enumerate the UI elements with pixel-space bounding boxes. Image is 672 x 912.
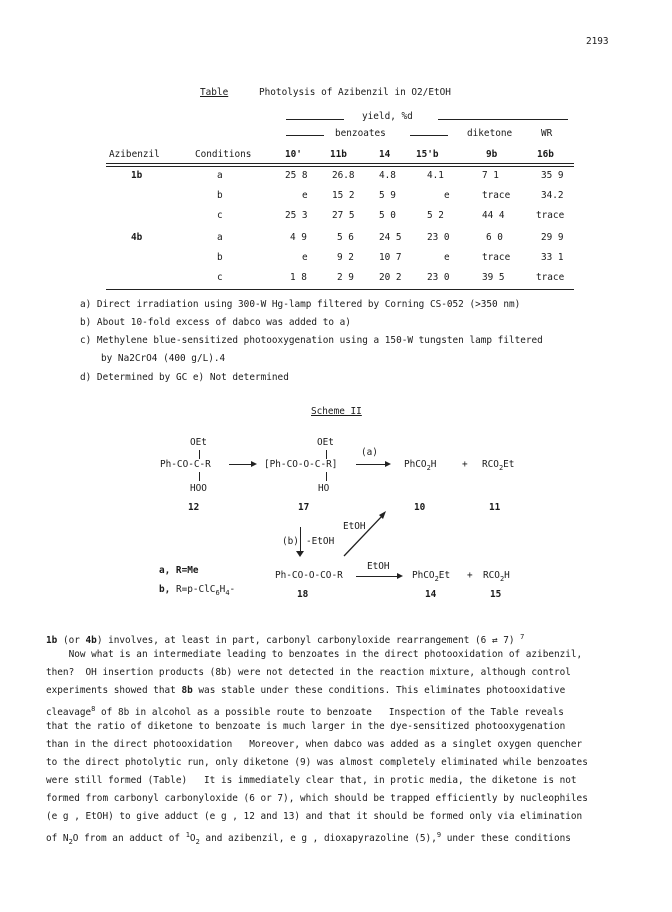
etoh-arrow-label: EtOH (367, 561, 390, 572)
row-3-v10: 25 3 (285, 210, 308, 221)
product-11: $RCO_2Et$ (482, 459, 515, 472)
plus-1: + (462, 459, 468, 470)
col-header-11b: 11b (330, 149, 347, 160)
step-a-label: (a) (361, 447, 378, 458)
row-5-v11: 9 2 (337, 252, 354, 263)
row-6-condition: c (217, 272, 223, 283)
row-2-v11: 15 2 (332, 190, 355, 201)
benzoates-right-rule (410, 135, 448, 136)
body-line-1: 1b (or 4b) involves, at least in part, carbonyl carbonyloxide rearrangement (6 ⇄ 7) $^7$ (46, 633, 525, 647)
body-line-8: to the direct photolytic run, only diketone (9) was almost completely eliminated while benzoates (46, 757, 588, 768)
product-10: PhCO$_2$H (404, 459, 437, 472)
row-3-v14: 5 0 (379, 210, 396, 221)
arrow-18-10-diagonal (342, 508, 390, 558)
body-line-7: than in the direct photooxidation Moreover, when dabco was added as a singlet oxygen quencher (46, 739, 583, 750)
footnote-c-cont: by Na2CrO4 (400 g/L).4 (101, 353, 226, 364)
footnote-de: d) Determined by GC e) Not determined (80, 372, 289, 383)
row-2-v9: trace (482, 190, 511, 201)
row-4-v10: 4 9 (290, 232, 307, 243)
row-5-v14: 10 7 (379, 252, 402, 263)
page-number: 2193 (586, 36, 609, 47)
body-line-4: experiments showed that 8b was stable under these conditions. This eliminates photooxidative (46, 685, 566, 696)
row-2-condition: b (217, 190, 223, 201)
body-line-2: Now what is an intermediate leading to benzoates in the direct photooxidation of azibenzil, (46, 649, 583, 660)
row-1-v15: 4.1 (427, 170, 444, 181)
c18-number: 18 (297, 589, 309, 600)
body-line-10: formed from carbonyl carbonyloxide (6 or 7), which should be trapped efficiently by nucleophiles (46, 793, 588, 804)
c18-formula: Ph-CO-O-CO-R (275, 570, 343, 581)
legend-b: b, $R=p-ClC_6H_4-$ (159, 584, 236, 597)
row-5-v15: e (444, 252, 450, 263)
row-4-v11: 5 6 (337, 232, 354, 243)
yield-right-rule (438, 119, 568, 120)
footnote-a: a) Direct irradiation using 300-W Hg-lamp filtered by Corning CS-052 (>350 nm) (80, 299, 521, 310)
row-3-v11: 27 5 (332, 210, 355, 221)
yield-label: yield, %d (362, 111, 413, 122)
yield-left-rule (286, 119, 344, 120)
arrow-17-18 (300, 527, 301, 553)
row-6-v9: 39 5 (482, 272, 505, 283)
c12-top: OEt (190, 437, 207, 448)
table-label: Table (200, 87, 229, 98)
row-4-v16: 29 9 (541, 232, 564, 243)
c17-bond-bottom (326, 472, 327, 481)
table-title: Photolysis of Azibenzil in O2/EtOH (259, 87, 451, 98)
c17-number: 17 (298, 502, 310, 513)
body-line-3: then? OH insertion products (8b) were not detected in the reaction mixture, although control (46, 667, 571, 678)
body-line-5: cleavage$^8$ of 8b in alcohol as a possible route to benzoate Inspection of the Table reveals (46, 705, 564, 719)
legend-a (159, 565, 199, 576)
arrow-12-17-head (251, 461, 257, 467)
row-2-v16: 34.2 (541, 190, 564, 201)
body-line-11: (e g , EtOH) to give adduct (e g , 12 and 13) and that it should be formed only via elimination (46, 811, 583, 822)
row-6-v11: 2 9 (337, 272, 354, 283)
c12-bond-top (199, 450, 200, 459)
col-header-9b: 9b (486, 149, 498, 160)
row-1-v10: 25 8 (285, 170, 308, 181)
c17-formula: [Ph-CO-O-C-R] (264, 459, 338, 470)
product-14: PhCO$_2$Et (412, 570, 451, 583)
row-1-v11: 26.8 (332, 170, 355, 181)
row-1-v16: 35 9 (541, 170, 564, 181)
row-4-v15: 23 0 (427, 232, 450, 243)
row-3-v16: trace (536, 210, 565, 221)
arrow-17-10-head (385, 461, 391, 467)
c12-bottom: HOO (190, 483, 207, 494)
arrow-12-17 (229, 464, 252, 465)
etoh-diagonal-label: EtOH (343, 521, 366, 532)
row-6-v15: 23 0 (427, 272, 450, 283)
c12-number: 12 (188, 502, 200, 513)
p15-number: 15 (490, 589, 502, 600)
c17-top: OEt (317, 437, 334, 448)
c12-bond-bottom (199, 472, 200, 481)
row-3-v15: 5 2 (427, 210, 444, 221)
row-3-v9: 44 4 (482, 210, 505, 221)
row-1-condition: a (217, 170, 223, 181)
benzoates-label: benzoates (335, 128, 386, 139)
p10-number: 10 (414, 502, 426, 513)
benzoates-left-rule (286, 135, 324, 136)
col-header-14: 14 (379, 149, 391, 160)
wr-label: WR (541, 128, 553, 139)
row-5-v16: 33 1 (541, 252, 564, 263)
footnote-c: c) Methylene blue-sensitized photooxygenation using a 150-W tungsten lamp filtered (80, 335, 543, 346)
row-1-v9: 7 1 (482, 170, 499, 181)
table-header-rule (106, 163, 574, 167)
row-5-condition: b (217, 252, 223, 263)
arrow-18-14 (356, 576, 398, 577)
row-4-v14: 24 5 (379, 232, 402, 243)
arrow-18-14-head (397, 573, 403, 579)
row-5-v9: trace (482, 252, 511, 263)
scheme-title: Scheme II (311, 406, 362, 417)
minus-etoh-label: -EtOH (306, 536, 335, 547)
body-line-12: of $N_2O$ from an adduct of $^1O_2$ and azibenzil, e g , dioxapyrazoline (5),$^9$ under these conditions (46, 831, 571, 846)
row-5-v10: e (302, 252, 308, 263)
arrow-17-18-head (296, 551, 305, 558)
body-line-9: were still formed (Table) It is immediately clear that, in protic media, the diketone is not (46, 775, 577, 786)
col-header-azibenzil: Azibenzil (109, 149, 160, 160)
row-6-v16: trace (536, 272, 565, 283)
row-4-v9: 6 0 (486, 232, 503, 243)
footnote-b: b) About 10-fold excess of dabco was added to a) (80, 317, 351, 328)
row-6-v14: 20 2 (379, 272, 402, 283)
row-2-v15: e (444, 190, 450, 201)
col-header-10: 10' (285, 149, 302, 160)
col-header-15b: 15'b (416, 149, 439, 160)
col-header-conditions: Conditions (195, 149, 252, 160)
row-3-condition: c (217, 210, 223, 221)
arrow-17-10 (356, 464, 386, 465)
p14-number: 14 (425, 589, 437, 600)
row-1-compound: 1b (131, 170, 143, 181)
p11-number: 11 (489, 502, 501, 513)
row-4-compound: 4b (131, 232, 143, 243)
product-15: $RCO_2H$ (483, 570, 510, 583)
diketone-label: diketone (467, 128, 513, 139)
row-1-v14: 4.8 (379, 170, 396, 181)
col-header-16b: 16b (537, 149, 554, 160)
body-line-6: that the ratio of diketone to benzoate is much larger in the dye-sensitized photooxygenation (46, 721, 566, 732)
row-4-condition: a (217, 232, 223, 243)
c17-bottom: HO (318, 483, 330, 494)
row-2-v14: 5 9 (379, 190, 396, 201)
row-2-v10: e (302, 190, 308, 201)
table-bottom-rule (106, 289, 574, 290)
step-b-label: (b) (282, 536, 299, 547)
legend-a-text: a, R=Me (159, 565, 199, 576)
c12-formula: Ph-CO-C-R (160, 459, 211, 470)
c17-bond-top (326, 450, 327, 459)
plus-2: + (467, 570, 473, 581)
row-6-v10: 1 8 (290, 272, 307, 283)
